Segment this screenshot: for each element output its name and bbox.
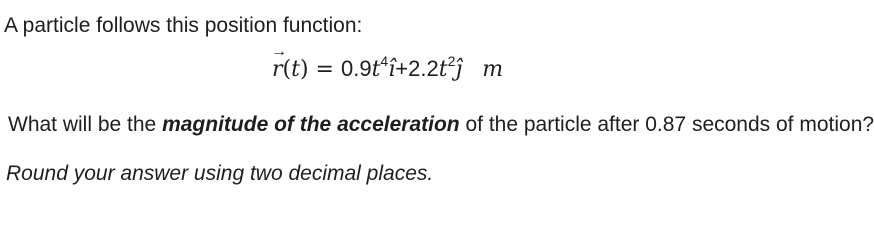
question-suffix: of the particle after 0.87 seconds of motion? bbox=[459, 113, 874, 136]
exponent-y: 2 bbox=[447, 53, 456, 69]
position-vector-symbol bbox=[271, 43, 287, 85]
coefficient-x: 0.9 bbox=[340, 56, 372, 81]
question-emphasis: magnitude of the acceleration bbox=[162, 113, 460, 136]
open-parenthesis: ( bbox=[282, 57, 292, 82]
unit-vector-i: ı̂ bbox=[388, 57, 396, 82]
time-variable-x: t bbox=[371, 57, 381, 82]
close-parenthesis-equals: ) = bbox=[299, 57, 341, 82]
problem-intro: A particle follows this position function: bbox=[4, 14, 363, 37]
unit-meters: m bbox=[482, 57, 504, 82]
time-variable-y: t bbox=[438, 57, 448, 82]
coefficient-y: 2.2 bbox=[408, 56, 439, 81]
position-function-equation bbox=[271, 43, 504, 85]
vector-letter: r bbox=[272, 57, 283, 82]
time-variable: t bbox=[291, 57, 300, 82]
question-prefix: What will be the bbox=[8, 113, 163, 136]
vector-arrow-icon: → bbox=[271, 43, 287, 60]
problem-question bbox=[8, 112, 874, 138]
exponent-x: 4 bbox=[380, 53, 389, 69]
plus-sign: + bbox=[395, 56, 409, 81]
unit-vector-j: ȷ̂ bbox=[455, 57, 463, 82]
rounding-instruction: Round your answer using two decimal places. bbox=[6, 162, 434, 185]
